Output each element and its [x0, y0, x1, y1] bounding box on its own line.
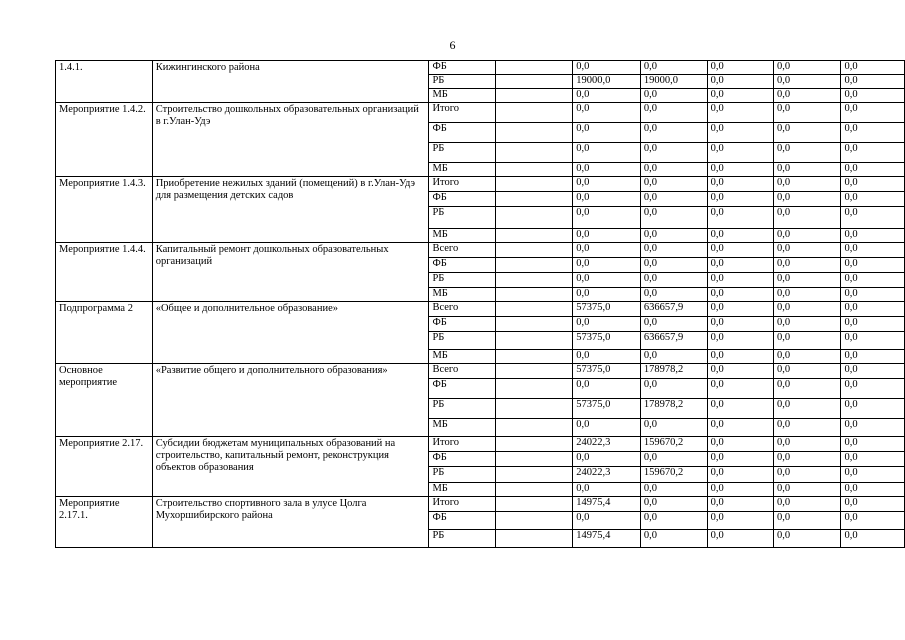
amount-cell: 0,0: [640, 350, 707, 364]
amount-cell: 0,0: [841, 243, 905, 258]
funding-source-cell: Всего: [429, 302, 496, 317]
table-row: [56, 437, 905, 452]
amount-cell: 0,0: [573, 273, 641, 288]
amount-cell: 0,0: [640, 379, 707, 399]
program-item-label: 1.4.1.: [56, 61, 153, 103]
amount-cell: 178978,2: [640, 399, 707, 419]
amount-cell: 0,0: [841, 364, 905, 379]
amount-cell: 0,0: [640, 530, 707, 548]
program-item-label: Основное мероприятие: [56, 364, 153, 437]
amount-cell: 0,0: [707, 364, 773, 379]
empty-cell: [496, 123, 573, 143]
amount-cell: 0,0: [573, 512, 641, 530]
amount-cell: 0,0: [573, 350, 641, 364]
amount-cell: 0,0: [841, 497, 905, 512]
amount-cell: 0,0: [640, 273, 707, 288]
amount-cell: 0,0: [841, 419, 905, 437]
amount-cell: 0,0: [640, 497, 707, 512]
amount-cell: 0,0: [573, 379, 641, 399]
amount-cell: 57375,0: [573, 399, 641, 419]
amount-cell: 0,0: [707, 143, 773, 163]
program-item-description: Строительство дошкольных образовательных организаций в г.Улан-Удэ: [152, 103, 429, 177]
funding-source-cell: РБ: [429, 530, 496, 548]
amount-cell: 0,0: [841, 258, 905, 273]
empty-cell: [496, 229, 573, 243]
funding-source-cell: РБ: [429, 75, 496, 89]
amount-cell: 0,0: [841, 350, 905, 364]
funding-source-cell: РБ: [429, 143, 496, 163]
amount-cell: 0,0: [640, 229, 707, 243]
empty-cell: [496, 419, 573, 437]
amount-cell: 19000,0: [640, 75, 707, 89]
empty-cell: [496, 364, 573, 379]
funding-source-cell: Итого: [429, 103, 496, 123]
amount-cell: 0,0: [774, 75, 841, 89]
amount-cell: 0,0: [841, 273, 905, 288]
empty-cell: [496, 192, 573, 207]
amount-cell: 0,0: [841, 177, 905, 192]
amount-cell: 0,0: [841, 512, 905, 530]
amount-cell: 0,0: [774, 207, 841, 229]
funding-source-cell: МБ: [429, 89, 496, 103]
program-item-description: «Общее и дополнительное образование»: [152, 302, 429, 364]
amount-cell: 0,0: [774, 229, 841, 243]
amount-cell: 0,0: [841, 317, 905, 332]
amount-cell: 0,0: [707, 497, 773, 512]
amount-cell: 57375,0: [573, 364, 641, 379]
amount-cell: 0,0: [573, 452, 641, 467]
amount-cell: 178978,2: [640, 364, 707, 379]
amount-cell: 0,0: [774, 379, 841, 399]
amount-cell: 0,0: [640, 512, 707, 530]
funding-source-cell: ФБ: [429, 123, 496, 143]
table-row: [56, 497, 905, 512]
amount-cell: 0,0: [573, 103, 641, 123]
amount-cell: 0,0: [774, 163, 841, 177]
empty-cell: [496, 350, 573, 364]
amount-cell: 0,0: [707, 229, 773, 243]
amount-cell: 159670,2: [640, 437, 707, 452]
amount-cell: 0,0: [707, 103, 773, 123]
amount-cell: 0,0: [573, 61, 641, 75]
table-row: [56, 61, 905, 75]
funding-source-cell: МБ: [429, 483, 496, 497]
empty-cell: [496, 288, 573, 302]
funding-source-cell: МБ: [429, 419, 496, 437]
empty-cell: [496, 317, 573, 332]
funding-source-cell: ФБ: [429, 192, 496, 207]
empty-cell: [496, 332, 573, 350]
program-item-label: Мероприятие 1.4.2.: [56, 103, 153, 177]
empty-cell: [496, 452, 573, 467]
funding-source-cell: ФБ: [429, 258, 496, 273]
amount-cell: 0,0: [640, 243, 707, 258]
funding-source-cell: МБ: [429, 163, 496, 177]
empty-cell: [496, 177, 573, 192]
funding-source-cell: ФБ: [429, 379, 496, 399]
amount-cell: 0,0: [640, 317, 707, 332]
amount-cell: 0,0: [774, 437, 841, 452]
amount-cell: 0,0: [573, 483, 641, 497]
amount-cell: 0,0: [573, 192, 641, 207]
empty-cell: [496, 302, 573, 317]
amount-cell: 0,0: [774, 332, 841, 350]
funding-source-cell: ФБ: [429, 61, 496, 75]
amount-cell: 0,0: [573, 258, 641, 273]
amount-cell: 0,0: [774, 61, 841, 75]
empty-cell: [496, 483, 573, 497]
amount-cell: 0,0: [707, 258, 773, 273]
amount-cell: 0,0: [774, 530, 841, 548]
amount-cell: 0,0: [707, 350, 773, 364]
amount-cell: 0,0: [774, 123, 841, 143]
empty-cell: [496, 89, 573, 103]
page-number: 6: [449, 38, 456, 52]
table-row: [56, 364, 905, 379]
empty-cell: [496, 61, 573, 75]
program-item-description: Кижингинского района: [152, 61, 429, 103]
amount-cell: 0,0: [707, 332, 773, 350]
amount-cell: 0,0: [841, 89, 905, 103]
table-row: [56, 243, 905, 258]
amount-cell: 0,0: [841, 302, 905, 317]
amount-cell: 0,0: [774, 177, 841, 192]
funding-source-cell: МБ: [429, 350, 496, 364]
amount-cell: 0,0: [841, 123, 905, 143]
amount-cell: 0,0: [640, 419, 707, 437]
amount-cell: 636657,9: [640, 332, 707, 350]
amount-cell: 0,0: [640, 258, 707, 273]
funding-source-cell: РБ: [429, 467, 496, 483]
amount-cell: 0,0: [774, 399, 841, 419]
amount-cell: 0,0: [841, 288, 905, 302]
amount-cell: 0,0: [707, 123, 773, 143]
empty-cell: [496, 207, 573, 229]
amount-cell: 0,0: [774, 89, 841, 103]
amount-cell: 0,0: [774, 317, 841, 332]
empty-cell: [496, 273, 573, 288]
funding-source-cell: Всего: [429, 243, 496, 258]
amount-cell: 0,0: [707, 89, 773, 103]
table-row: [56, 103, 905, 123]
amount-cell: 0,0: [640, 61, 707, 75]
amount-cell: 0,0: [841, 75, 905, 89]
amount-cell: 0,0: [573, 243, 641, 258]
amount-cell: 0,0: [573, 419, 641, 437]
amount-cell: 0,0: [573, 89, 641, 103]
amount-cell: 0,0: [640, 177, 707, 192]
amount-cell: 0,0: [573, 143, 641, 163]
amount-cell: 0,0: [640, 288, 707, 302]
amount-cell: 14975,4: [573, 497, 641, 512]
amount-cell: 0,0: [573, 177, 641, 192]
amount-cell: 0,0: [774, 243, 841, 258]
amount-cell: 0,0: [774, 483, 841, 497]
amount-cell: 14975,4: [573, 530, 641, 548]
amount-cell: 0,0: [774, 302, 841, 317]
amount-cell: 0,0: [841, 103, 905, 123]
amount-cell: 0,0: [707, 163, 773, 177]
amount-cell: 0,0: [841, 61, 905, 75]
amount-cell: 636657,9: [640, 302, 707, 317]
amount-cell: 0,0: [707, 273, 773, 288]
amount-cell: 0,0: [774, 512, 841, 530]
amount-cell: 0,0: [841, 143, 905, 163]
amount-cell: 0,0: [774, 288, 841, 302]
amount-cell: 0,0: [707, 399, 773, 419]
amount-cell: 0,0: [640, 207, 707, 229]
amount-cell: 0,0: [774, 497, 841, 512]
empty-cell: [496, 437, 573, 452]
amount-cell: 0,0: [774, 143, 841, 163]
amount-cell: 0,0: [707, 177, 773, 192]
amount-cell: 0,0: [707, 75, 773, 89]
amount-cell: 0,0: [640, 483, 707, 497]
budget-table: [55, 60, 905, 548]
funding-source-cell: МБ: [429, 229, 496, 243]
amount-cell: 0,0: [841, 467, 905, 483]
program-item-label: Мероприятие 1.4.3.: [56, 177, 153, 243]
amount-cell: 0,0: [640, 89, 707, 103]
table-row: [56, 302, 905, 317]
funding-source-cell: Итого: [429, 437, 496, 452]
amount-cell: 0,0: [707, 437, 773, 452]
program-item-description: Приобретение нежилых зданий (помещений) в г.Улан-Удэ для размещения детских садов: [152, 177, 429, 243]
amount-cell: 0,0: [707, 61, 773, 75]
amount-cell: 0,0: [707, 483, 773, 497]
amount-cell: 0,0: [841, 163, 905, 177]
empty-cell: [496, 399, 573, 419]
empty-cell: [496, 75, 573, 89]
empty-cell: [496, 467, 573, 483]
amount-cell: 0,0: [774, 467, 841, 483]
funding-source-cell: ФБ: [429, 452, 496, 467]
amount-cell: 0,0: [774, 364, 841, 379]
amount-cell: 0,0: [573, 123, 641, 143]
amount-cell: 0,0: [707, 452, 773, 467]
program-item-label: Подпрограмма 2: [56, 302, 153, 364]
empty-cell: [496, 143, 573, 163]
amount-cell: 0,0: [841, 452, 905, 467]
funding-source-cell: РБ: [429, 207, 496, 229]
empty-cell: [496, 243, 573, 258]
amount-cell: 0,0: [841, 399, 905, 419]
amount-cell: 24022,3: [573, 437, 641, 452]
amount-cell: 0,0: [640, 163, 707, 177]
funding-source-cell: ФБ: [429, 317, 496, 332]
amount-cell: 0,0: [707, 419, 773, 437]
amount-cell: 0,0: [841, 207, 905, 229]
amount-cell: 0,0: [841, 229, 905, 243]
funding-source-cell: РБ: [429, 399, 496, 419]
amount-cell: 0,0: [573, 207, 641, 229]
amount-cell: 0,0: [841, 379, 905, 399]
program-item-description: «Развитие общего и дополнительного образования»: [152, 364, 429, 437]
amount-cell: 0,0: [774, 350, 841, 364]
amount-cell: 57375,0: [573, 332, 641, 350]
funding-source-cell: РБ: [429, 273, 496, 288]
amount-cell: 0,0: [640, 192, 707, 207]
amount-cell: 0,0: [640, 452, 707, 467]
empty-cell: [496, 258, 573, 273]
empty-cell: [496, 530, 573, 548]
funding-source-cell: Итого: [429, 497, 496, 512]
program-item-label: Мероприятие 2.17.: [56, 437, 153, 497]
amount-cell: 0,0: [774, 103, 841, 123]
amount-cell: 0,0: [841, 332, 905, 350]
amount-cell: 0,0: [707, 512, 773, 530]
amount-cell: 0,0: [707, 192, 773, 207]
table-row: [56, 177, 905, 192]
empty-cell: [496, 512, 573, 530]
amount-cell: 0,0: [707, 302, 773, 317]
amount-cell: 0,0: [573, 317, 641, 332]
empty-cell: [496, 379, 573, 399]
amount-cell: 0,0: [841, 192, 905, 207]
amount-cell: 19000,0: [573, 75, 641, 89]
amount-cell: 0,0: [774, 258, 841, 273]
program-item-description: Строительство спортивного зала в улусе Цолга Мухоршибирского района: [152, 497, 429, 548]
amount-cell: 0,0: [707, 467, 773, 483]
funding-source-cell: МБ: [429, 288, 496, 302]
funding-source-cell: Итого: [429, 177, 496, 192]
amount-cell: 0,0: [707, 379, 773, 399]
empty-cell: [496, 497, 573, 512]
amount-cell: 0,0: [774, 192, 841, 207]
amount-cell: 0,0: [774, 452, 841, 467]
amount-cell: 0,0: [841, 530, 905, 548]
program-item-label: Мероприятие 1.4.4.: [56, 243, 153, 302]
amount-cell: 0,0: [841, 437, 905, 452]
amount-cell: 57375,0: [573, 302, 641, 317]
amount-cell: 0,0: [640, 143, 707, 163]
amount-cell: 24022,3: [573, 467, 641, 483]
amount-cell: 0,0: [707, 207, 773, 229]
funding-source-cell: ФБ: [429, 512, 496, 530]
amount-cell: 0,0: [573, 229, 641, 243]
funding-source-cell: Всего: [429, 364, 496, 379]
program-item-label: Мероприятие 2.17.1.: [56, 497, 153, 548]
budget-table-body: [56, 61, 905, 548]
empty-cell: [496, 103, 573, 123]
amount-cell: 0,0: [841, 483, 905, 497]
amount-cell: 0,0: [573, 288, 641, 302]
amount-cell: 0,0: [707, 530, 773, 548]
amount-cell: 0,0: [774, 273, 841, 288]
program-item-description: Субсидии бюджетам муниципальных образований на строительство, капитальный ремонт, реконструкция объектов образования: [152, 437, 429, 497]
funding-source-cell: РБ: [429, 332, 496, 350]
amount-cell: 0,0: [707, 243, 773, 258]
amount-cell: 0,0: [640, 123, 707, 143]
program-item-description: Капитальный ремонт дошкольных образовательных организаций: [152, 243, 429, 302]
amount-cell: 159670,2: [640, 467, 707, 483]
amount-cell: 0,0: [774, 419, 841, 437]
amount-cell: 0,0: [573, 163, 641, 177]
amount-cell: 0,0: [707, 288, 773, 302]
amount-cell: 0,0: [707, 317, 773, 332]
amount-cell: 0,0: [640, 103, 707, 123]
empty-cell: [496, 163, 573, 177]
